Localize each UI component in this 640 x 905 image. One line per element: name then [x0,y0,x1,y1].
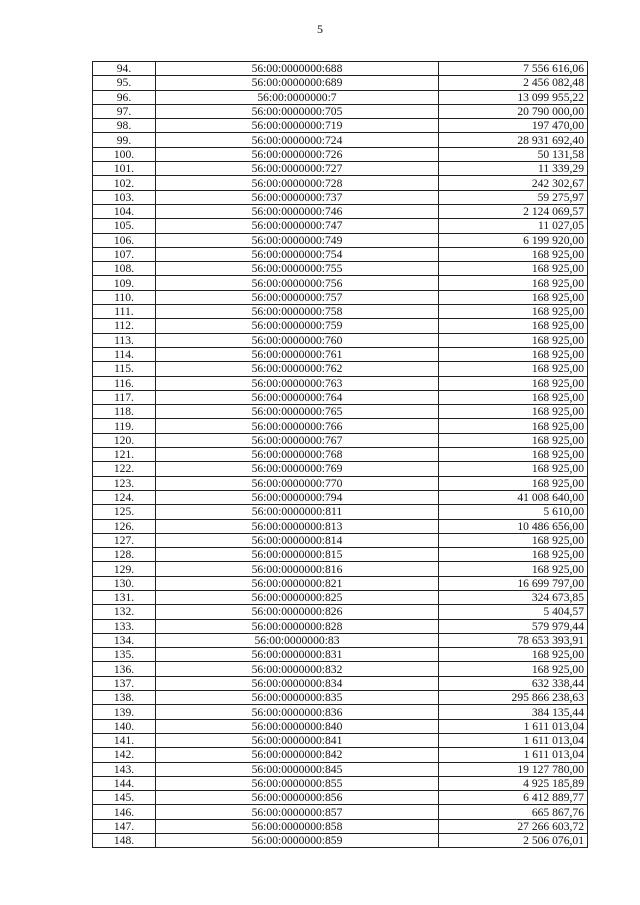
table-row [93,834,588,848]
cadastral-number-cell: 56:00:0000000:840 [156,719,439,733]
table-row [93,676,588,690]
cadastral-number-cell: 56:00:0000000:726 [156,147,439,161]
row-number-cell: 115. [93,362,156,376]
cadastral-number-cell: 56:00:0000000:688 [156,62,439,76]
row-number-cell: 130. [93,576,156,590]
table-row [93,505,588,519]
amount-cell: 168 925,00 [439,276,588,290]
row-number-cell: 140. [93,719,156,733]
amount-cell: 168 925,00 [439,376,588,390]
cadastral-number-cell: 56:00:0000000:760 [156,333,439,347]
row-number-cell: 119. [93,419,156,433]
table-row [93,433,588,447]
row-number-cell: 137. [93,676,156,690]
table-row [93,276,588,290]
cadastral-number-cell: 56:00:0000000:825 [156,590,439,604]
amount-cell: 324 673,85 [439,590,588,604]
row-number-cell: 105. [93,219,156,233]
table-row [93,748,588,762]
table-row [93,190,588,204]
table-row [93,762,588,776]
amount-cell: 168 925,00 [439,247,588,261]
row-number-cell: 94. [93,62,156,76]
row-number-cell: 104. [93,204,156,218]
row-number-cell: 141. [93,733,156,747]
cadastral-number-cell: 56:00:0000000:767 [156,433,439,447]
table-row [93,733,588,747]
amount-cell: 19 127 780,00 [439,762,588,776]
cadastral-number-cell: 56:00:0000000:756 [156,276,439,290]
cadastral-number-cell: 56:00:0000000:828 [156,619,439,633]
amount-cell: 168 925,00 [439,433,588,447]
amount-cell: 168 925,00 [439,390,588,404]
cadastral-number-cell: 56:00:0000000:813 [156,519,439,533]
row-number-cell: 112. [93,319,156,333]
cadastral-number-cell: 56:00:0000000:855 [156,776,439,790]
cadastral-number-cell: 56:00:0000000:831 [156,648,439,662]
row-number-cell: 98. [93,119,156,133]
amount-cell: 168 925,00 [439,262,588,276]
table-row [93,405,588,419]
table-row [93,247,588,261]
amount-cell: 2 124 069,57 [439,204,588,218]
amount-cell: 4 925 185,89 [439,776,588,790]
amount-cell: 28 931 692,40 [439,133,588,147]
row-number-cell: 136. [93,662,156,676]
row-number-cell: 99. [93,133,156,147]
row-number-cell: 102. [93,176,156,190]
row-number-cell: 110. [93,290,156,304]
row-number-cell: 139. [93,705,156,719]
cadastral-number-cell: 56:00:0000000:770 [156,476,439,490]
amount-cell: 168 925,00 [439,362,588,376]
amount-cell: 168 925,00 [439,462,588,476]
row-number-cell: 131. [93,590,156,604]
table-row [93,133,588,147]
cadastral-number-cell: 56:00:0000000:835 [156,691,439,705]
cadastral-number-cell: 56:00:0000000:814 [156,533,439,547]
amount-cell: 295 866 238,63 [439,691,588,705]
table-row [93,648,588,662]
row-number-cell: 103. [93,190,156,204]
cadastral-number-cell: 56:00:0000000:719 [156,119,439,133]
row-number-cell: 134. [93,633,156,647]
amount-cell: 7 556 616,06 [439,62,588,76]
row-number-cell: 109. [93,276,156,290]
row-number-cell: 100. [93,147,156,161]
cadastral-number-cell: 56:00:0000000:815 [156,548,439,562]
cadastral-number-cell: 56:00:0000000:857 [156,805,439,819]
cadastral-number-cell: 56:00:0000000:811 [156,505,439,519]
cadastral-number-cell: 56:00:0000000:794 [156,490,439,504]
cadastral-number-cell: 56:00:0000000:728 [156,176,439,190]
row-number-cell: 123. [93,476,156,490]
amount-cell: 168 925,00 [439,662,588,676]
row-number-cell: 125. [93,505,156,519]
table-row [93,448,588,462]
cadastral-number-cell: 56:00:0000000:769 [156,462,439,476]
amount-cell: 168 925,00 [439,347,588,361]
cadastral-number-cell: 56:00:0000000:724 [156,133,439,147]
cadastral-number-cell: 56:00:0000000:727 [156,162,439,176]
row-number-cell: 114. [93,347,156,361]
row-number-cell: 108. [93,262,156,276]
row-number-cell: 138. [93,691,156,705]
table-row [93,605,588,619]
cadastral-number-cell: 56:00:0000000:7 [156,90,439,104]
amount-cell: 168 925,00 [439,405,588,419]
row-number-cell: 124. [93,490,156,504]
amount-cell: 20 790 000,00 [439,104,588,118]
row-number-cell: 95. [93,76,156,90]
table-row [93,619,588,633]
cadastral-number-cell: 56:00:0000000:757 [156,290,439,304]
table-row [93,305,588,319]
amount-cell: 168 925,00 [439,333,588,347]
table-row [93,219,588,233]
cadastral-number-cell: 56:00:0000000:83 [156,633,439,647]
cadastral-number-cell: 56:00:0000000:841 [156,733,439,747]
amount-cell: 1 611 013,04 [439,719,588,733]
amount-cell: 632 338,44 [439,676,588,690]
row-number-cell: 145. [93,791,156,805]
cadastral-number-cell: 56:00:0000000:845 [156,762,439,776]
amount-cell: 579 979,44 [439,619,588,633]
amount-cell: 168 925,00 [439,319,588,333]
amount-cell: 2 456 082,48 [439,76,588,90]
cadastral-number-cell: 56:00:0000000:759 [156,319,439,333]
row-number-cell: 111. [93,305,156,319]
table-row [93,662,588,676]
table-row [93,104,588,118]
cadastral-number-cell: 56:00:0000000:746 [156,204,439,218]
table-row [93,90,588,104]
row-number-cell: 128. [93,548,156,562]
amount-cell: 59 275,97 [439,190,588,204]
amount-cell: 27 266 603,72 [439,819,588,833]
cadastral-number-cell: 56:00:0000000:762 [156,362,439,376]
amount-cell: 384 135,44 [439,705,588,719]
cadastral-number-cell: 56:00:0000000:761 [156,347,439,361]
table-row [93,362,588,376]
row-number-cell: 116. [93,376,156,390]
row-number-cell: 121. [93,448,156,462]
row-number-cell: 135. [93,648,156,662]
amount-cell: 168 925,00 [439,476,588,490]
row-number-cell: 132. [93,605,156,619]
table-row [93,290,588,304]
cadastral-number-cell: 56:00:0000000:689 [156,76,439,90]
table-row [93,476,588,490]
cadastral-number-cell: 56:00:0000000:754 [156,247,439,261]
row-number-cell: 101. [93,162,156,176]
row-number-cell: 127. [93,533,156,547]
amount-cell: 168 925,00 [439,305,588,319]
amount-cell: 2 506 076,01 [439,834,588,848]
cadastral-number-cell: 56:00:0000000:826 [156,605,439,619]
row-number-cell: 148. [93,834,156,848]
cadastral-number-cell: 56:00:0000000:834 [156,676,439,690]
amount-cell: 1 611 013,04 [439,748,588,762]
cadastral-number-cell: 56:00:0000000:859 [156,834,439,848]
table-row [93,791,588,805]
row-number-cell: 146. [93,805,156,819]
cadastral-number-cell: 56:00:0000000:758 [156,305,439,319]
amount-cell: 6 199 920,00 [439,233,588,247]
row-number-cell: 143. [93,762,156,776]
table-row [93,204,588,218]
amount-cell: 242 302,67 [439,176,588,190]
page-number: 5 [317,22,323,36]
amount-cell: 10 486 656,00 [439,519,588,533]
table-row [93,390,588,404]
cadastral-number-cell: 56:00:0000000:764 [156,390,439,404]
table-row [93,233,588,247]
row-number-cell: 133. [93,619,156,633]
table-row [93,533,588,547]
cadastral-number-cell: 56:00:0000000:768 [156,448,439,462]
table-row [93,590,588,604]
table-row [93,147,588,161]
cadastral-number-cell: 56:00:0000000:705 [156,104,439,118]
table-row [93,705,588,719]
row-number-cell: 117. [93,390,156,404]
row-number-cell: 120. [93,433,156,447]
table-row [93,819,588,833]
amount-cell: 11 027,05 [439,219,588,233]
amount-cell: 6 412 889,77 [439,791,588,805]
amount-cell: 168 925,00 [439,448,588,462]
row-number-cell: 126. [93,519,156,533]
cadastral-number-cell: 56:00:0000000:749 [156,233,439,247]
row-number-cell: 122. [93,462,156,476]
amount-cell: 5 610,00 [439,505,588,519]
table-row [93,548,588,562]
amount-cell: 50 131,58 [439,147,588,161]
amount-cell: 16 699 797,00 [439,576,588,590]
table-row [93,719,588,733]
table-body [93,62,588,848]
amount-cell: 41 008 640,00 [439,490,588,504]
table-row [93,805,588,819]
cadastral-number-cell: 56:00:0000000:765 [156,405,439,419]
table-row [93,262,588,276]
table-row [93,776,588,790]
table-row [93,576,588,590]
row-number-cell: 113. [93,333,156,347]
cadastral-number-cell: 56:00:0000000:763 [156,376,439,390]
table-row [93,376,588,390]
cadastral-number-cell: 56:00:0000000:821 [156,576,439,590]
cadastral-number-cell: 56:00:0000000:842 [156,748,439,762]
amount-cell: 168 925,00 [439,548,588,562]
row-number-cell: 147. [93,819,156,833]
table-row [93,419,588,433]
cadastral-number-cell: 56:00:0000000:856 [156,791,439,805]
amount-cell: 168 925,00 [439,648,588,662]
cadastral-number-cell: 56:00:0000000:836 [156,705,439,719]
table-row [93,176,588,190]
cadastral-number-cell: 56:00:0000000:832 [156,662,439,676]
table-row [93,519,588,533]
table-row [93,319,588,333]
cadastral-number-cell: 56:00:0000000:858 [156,819,439,833]
table-row [93,462,588,476]
cadastral-number-cell: 56:00:0000000:737 [156,190,439,204]
amount-cell: 5 404,57 [439,605,588,619]
cadastral-number-cell: 56:00:0000000:816 [156,562,439,576]
amount-cell: 168 925,00 [439,562,588,576]
amount-cell: 1 611 013,04 [439,733,588,747]
row-number-cell: 142. [93,748,156,762]
table-row [93,490,588,504]
registry-table [92,61,588,848]
row-number-cell: 96. [93,90,156,104]
row-number-cell: 118. [93,405,156,419]
row-number-cell: 107. [93,247,156,261]
cadastral-number-cell: 56:00:0000000:766 [156,419,439,433]
table-row [93,162,588,176]
amount-cell: 665 867,76 [439,805,588,819]
table-row [93,76,588,90]
row-number-cell: 144. [93,776,156,790]
table-row [93,691,588,705]
amount-cell: 168 925,00 [439,533,588,547]
amount-cell: 197 470,00 [439,119,588,133]
table-row [93,119,588,133]
amount-cell: 78 653 393,91 [439,633,588,647]
table-row [93,633,588,647]
table-row [93,347,588,361]
amount-cell: 168 925,00 [439,419,588,433]
amount-cell: 11 339,29 [439,162,588,176]
amount-cell: 13 099 955,22 [439,90,588,104]
table-row [93,333,588,347]
amount-cell: 168 925,00 [439,290,588,304]
cadastral-number-cell: 56:00:0000000:755 [156,262,439,276]
cadastral-number-cell: 56:00:0000000:747 [156,219,439,233]
row-number-cell: 129. [93,562,156,576]
row-number-cell: 97. [93,104,156,118]
table-row [93,562,588,576]
row-number-cell: 106. [93,233,156,247]
table-row [93,62,588,76]
